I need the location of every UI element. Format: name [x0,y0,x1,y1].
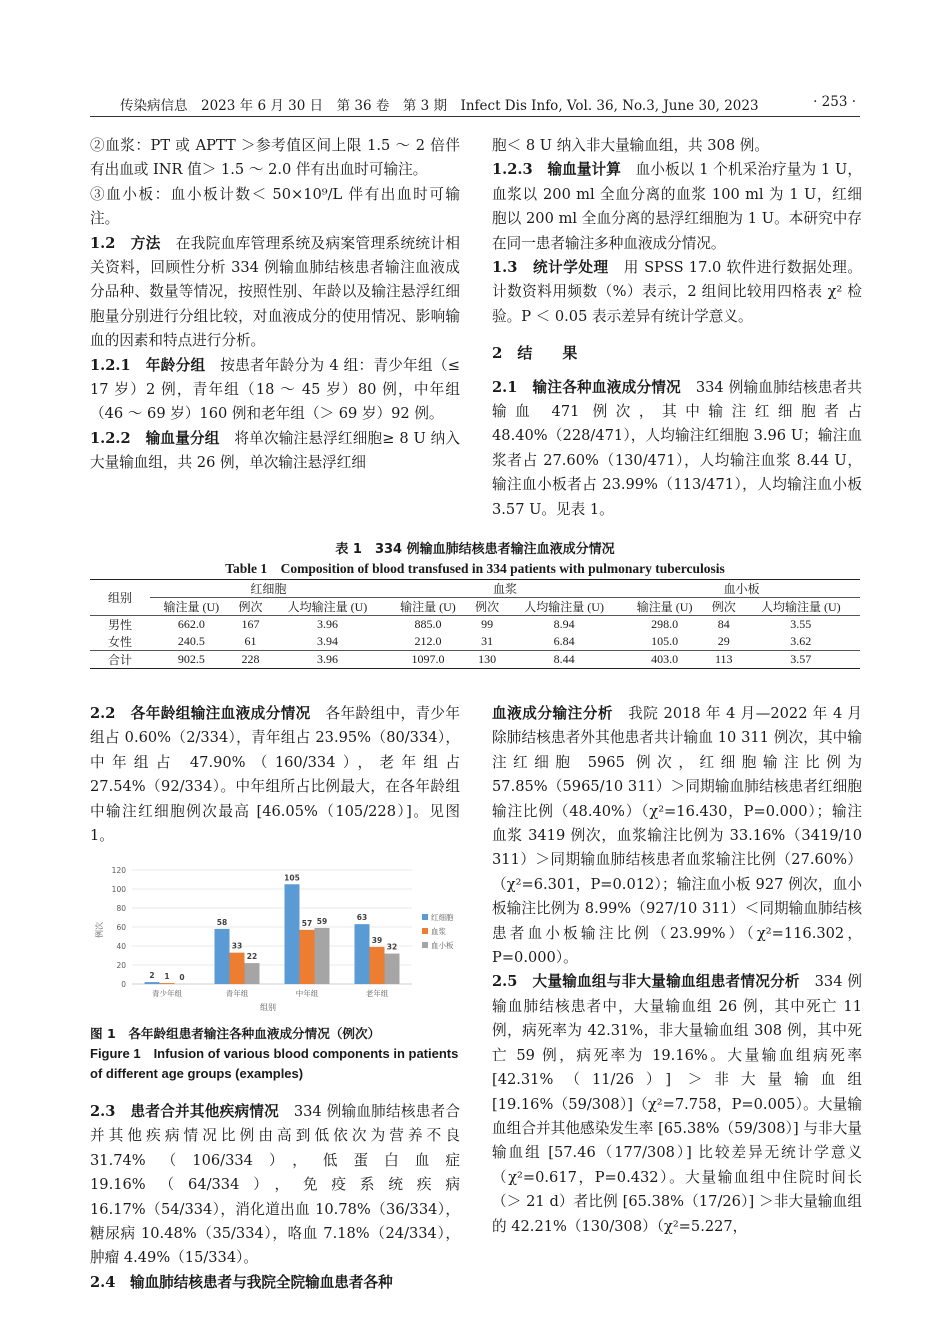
y-tick-label: 60 [116,923,126,932]
section-1-2-3-text: 血小板以 1 个机采治疗量为 1 U，血浆以 200 ml 全血分离的血浆 100 ml 为 1 U，红细胞以 200 ml 全血分离的悬浮红细胞为 1 U。本研究中存在同一患者输注多种血液成分情况。 [492,161,862,252]
table-cell: 3.96 [268,651,386,669]
y-tick-label: 0 [121,980,126,989]
col-header: 例次 [706,598,742,616]
col-header: 人均输注量 (U) [742,598,860,616]
data-label: 58 [216,917,228,927]
table-cell: 885.0 [414,617,442,631]
data-label: 63 [356,913,368,923]
bar [300,930,315,984]
section-1-3-text: 用 SPSS 17.0 软件进行数据处理。计数资料用频数（%）表示，2 组间比较用四格表 χ² 检验。P ＜ 0.05 表示差异有统计学意义。 [492,259,863,325]
table-cell: 3.62 [790,634,812,648]
section-1-2-2-continued: 胞＜ 8 U 纳入非大量输血组，共 308 例。 [492,137,769,154]
table-cell: 902.5 [150,651,233,669]
data-label: 0 [179,973,185,982]
table-cell: 113 [706,651,742,669]
paragraph-plasma: ②血浆：PT 或 APTT ＞参考值区间上限 1.5 ～ 2 倍伴有出血或 INR 值＞ 1.5 ～ 2.0 伴有出血时可输注。 [90,137,460,179]
row-label: 合计 [90,651,150,669]
section-2-2-text: 各年龄组中，青少年组占 0.60%（2/334），青年组占 23.95%（80/334），中年组占 47.90%（160/334），老年组占 27.54%（92/334）。中年组所占比例最大，在各年龄组中输注红细胞例次最高 [46.05%（105/228）]。见图 1。 [90,705,460,845]
table-cell: 6.84 [553,634,575,648]
table-cell: 31 [481,634,494,648]
y-tick-label: 120 [111,866,126,875]
col-header: 输注量 (U) [387,598,470,616]
table-cell: 298.0 [651,617,679,631]
section-1-2-2-label: 1.2.2 输血量分组 [90,429,220,447]
section-1-2-1-label: 1.2.1 年龄分组 [90,356,206,374]
data-label: 39 [371,935,383,945]
legend-swatch [422,914,428,920]
group-header: 组别 [90,580,150,616]
col-header: 例次 [233,598,269,616]
group-platelet: 血小板 [623,580,860,598]
group-rbc: 红细胞 [150,580,387,598]
section-1-2-1 [90,354,460,427]
section-1-2-3 [492,158,862,256]
legend-label: 血小板 [431,941,454,950]
data-label: 32 [386,942,398,952]
section-2-3 [90,1100,460,1271]
section-2-1-label: 2.1 输注各种血液成分情况 [492,378,681,396]
section-1-2-label: 1.2 方法 [90,234,161,252]
bar [315,928,330,984]
row-label: 女性 [107,635,132,649]
section-2-5-label: 2.5 大量输血组与非大量输血组患者情况分析 [492,973,800,991]
table-cell: 212.0 [414,634,442,648]
bar [245,963,260,984]
figure-caption [90,1024,470,1084]
x-tick-label: 青年组 [225,989,249,998]
bar [160,983,175,984]
x-tick-label: 老年组 [365,989,389,998]
table-cell: 240.5 [177,634,205,648]
section-2-4-text: 我院 2018 年 4 月—2022 年 4 月除肺结核患者外其他患者共计输血 10 311 例次，其中输注红细胞 5965 例次，红细胞输注比例为 57.85%（5965/10 311）＞同期输血肺结核患者红细胞输注比例（48.40%）（χ²=16.430，P=0.000）；输注血浆 3419 例次，血浆输注比例为 33.16%（3419/10 311）＞同期输血肺结核患者血浆输注比例（27.60%）（χ²=6.301，P=0.012）；输注血小板 927 例次，血小板输注比例为 8.99%（927/10 311）＜同期输血肺结核患者血小板输注比例（23.99%）（χ²=116.302，P=0.000）。 [492,705,862,967]
table-cell: 3.96 [316,617,338,631]
data-label: 33 [231,941,243,951]
table-caption-cn: 表 1 334 例输血肺结核患者输注血液成分情况 [335,542,615,557]
table-cell: 167 [241,617,260,631]
section-1-2-text: 在我院血库管理系统及病案管理系统统计相关资料，回顾性分析 334 例输血肺结核患者输注血液成分品种、数量等情况，按照性别、年龄以及输注悬浮红细胞量分别进行分组比较，对血液成分的使用情况、影响输血的因素和特点进行分析。 [90,234,460,350]
section-1-2-3-label: 1.2.3 输血量计算 [492,161,621,179]
running-header [90,92,860,117]
y-tick-label: 20 [116,961,126,970]
table-cell: 8.94 [553,617,575,631]
section-2-4-label-cont: 血液成分输注分析 [492,705,614,722]
x-tick-label: 青少年组 [152,989,182,998]
section-1-3 [492,256,862,329]
legend-swatch [422,928,428,934]
data-label: 105 [284,873,300,883]
data-label: 59 [316,916,328,926]
blood-component-table [90,579,860,669]
section-2-4 [492,702,862,970]
table-cell: 403.0 [623,651,706,669]
table-cell: 3.94 [316,634,338,648]
figure-caption-cn: 图 1 各年龄组患者输注各种血液成分情况（例次） [90,1026,381,1041]
section-2-4-label: 2.4 输血肺结核患者与我院全院输血患者各种 [90,1273,393,1291]
table-cell: 1097.0 [387,651,470,669]
bar [385,954,400,984]
section-2-2-label: 2.2 各年龄组输注血液成分情况 [90,705,311,722]
y-tick-label: 80 [116,904,126,913]
data-label: 57 [301,918,313,928]
table-cell: 61 [244,634,257,648]
bar [370,947,385,984]
legend-label: 血浆 [431,927,446,936]
col-header: 人均输注量 (U) [268,598,386,616]
section-1-2 [90,232,460,354]
section-2-3-text: 334 例输血肺结核患者合并其他疾病情况比例由高到低依次为营养不良 31.74%（106/334），低蛋白血症 19.16%（64/334），免疫系统疾病 16.17%（54/334），消化道出血 10.78%（36/334），糖尿病 10.48%（35/334），咯血 7.18%（24/334），肿瘤 4.49%（15/334）。 [90,1103,460,1267]
table-cell: 130 [469,651,505,669]
bar-chart [90,858,470,1018]
table-cell: 662.0 [177,617,205,631]
section-1-3-label: 1.3 统计学处理 [492,259,609,277]
table-cell: 105.0 [651,634,679,648]
table-cell: 29 [717,634,730,648]
col-header: 例次 [469,598,505,616]
figure-caption-en: Figure 1 Infusion of various blood components in patients of different age groups (examples) [90,1046,459,1081]
table-caption-en: Table 1 Composition of blood transfused in 334 patients with pulmonary tuberculosis [225,561,725,576]
section-2-2 [90,702,460,848]
section-2-1 [492,376,862,522]
left-column-top [90,134,460,476]
col-header: 人均输注量 (U) [505,598,623,616]
col-header: 输注量 (U) [150,598,233,616]
table-row [90,616,860,634]
bar [145,982,160,984]
data-label: 2 [149,971,155,981]
table-1 [90,540,860,669]
right-column-bottom [492,702,862,1239]
table-cell: 8.44 [505,651,623,669]
section-2-3-label: 2.3 患者合并其他疾病情况 [90,1103,279,1120]
table-cell: 228 [233,651,269,669]
x-tick-label: 中年组 [295,989,319,998]
data-label: 1 [164,972,170,982]
left-column-middle [90,702,460,848]
table-row-total [90,651,860,669]
x-axis-label: 组别 [260,1003,276,1012]
table-cell: 3.55 [790,617,812,631]
journal-info: 传染病信息 2023 年 6 月 30 日 第 36 卷 第 3 期 Infect Dis Info, Vol. 36, No.3, June 30, 2023 [120,98,759,114]
y-axis-label: 例次 [95,922,104,938]
figure-1 [90,858,470,1018]
section-2-heading: 2 结 果 [492,344,578,363]
table-cell: 99 [481,617,494,631]
y-tick-label: 100 [111,885,126,894]
section-1-2-1-text: 按患者年龄分为 4 组：青少年组（≤ 17 岁）2 例，青年组（18 ～ 45 岁）80 例，中年组（46 ～ 69 岁）160 例和老年组（＞ 69 岁）92 例。 [90,356,460,423]
section-2-5-text: 334 例输血肺结核患者中，大量输血组 26 例，其中死亡 11 例，病死率为 42.31%，非大量输血组 308 例，其中死亡 59 例，病死率为 19.16%。大量输血组病死率 [42.31%（11/26）] ＞非大量输血组 [19.16%（59/308）]（χ²=7.758，P=0.005）。大量输血组合并其他感染发生率 [65.38%（59/308）] 与非大量输血组 [57.46（177/308）] 比较差异无统计学意义（χ²=0.617，P=0.432）。大量输血组中住院时间长（＞ 21 d）者比例 [65.38%（17/26）] ＞非大量输血组的 42.21%（130/308）（χ²=5.227， [492,973,862,1235]
paragraph-platelet: ③血小板：血小板计数＜ 50×10⁹/L 伴有出血时可输注。 [90,185,460,228]
row-label: 男性 [107,618,132,632]
table-row [90,633,860,651]
section-1-2-2-text: 将单次输注悬浮红细胞≥ 8 U 纳入大量输血组，共 26 例，单次输注悬浮红细 [90,429,460,472]
page-number: · 253 · [813,94,856,110]
section-2-4-start [90,1271,460,1295]
x-tick-labels [152,988,389,998]
data-label: 22 [246,952,258,962]
chart-legend [422,912,454,950]
left-column-bottom [90,1100,460,1295]
bar [230,953,245,984]
legend-label: 红细胞 [431,913,454,922]
group-plasma: 血浆 [387,580,624,598]
bar [215,929,230,984]
legend-swatch [422,942,428,948]
bar [285,884,300,984]
table-cell: 3.57 [742,651,860,669]
right-column-top [492,134,862,522]
y-tick-labels [112,866,127,989]
table-cell: 84 [717,617,730,631]
chart-bars [145,884,400,984]
bar [355,924,370,984]
section-1-2-2 [90,427,460,476]
section-2-5 [492,970,862,1238]
section-2-1-text: 334 例输血肺结核患者共输血 471 例次，其中输注红细胞者占 48.40%（228/471），人均输注红细胞 3.96 U；输注血浆者占 27.60%（130/471），人均输注血浆 8.44 U，输注血小板者占 23.99%（113/471），人均输注血小板 3.57 U。见表 1。 [492,378,862,518]
col-header: 输注量 (U) [623,598,706,616]
y-tick-label: 40 [116,942,126,951]
